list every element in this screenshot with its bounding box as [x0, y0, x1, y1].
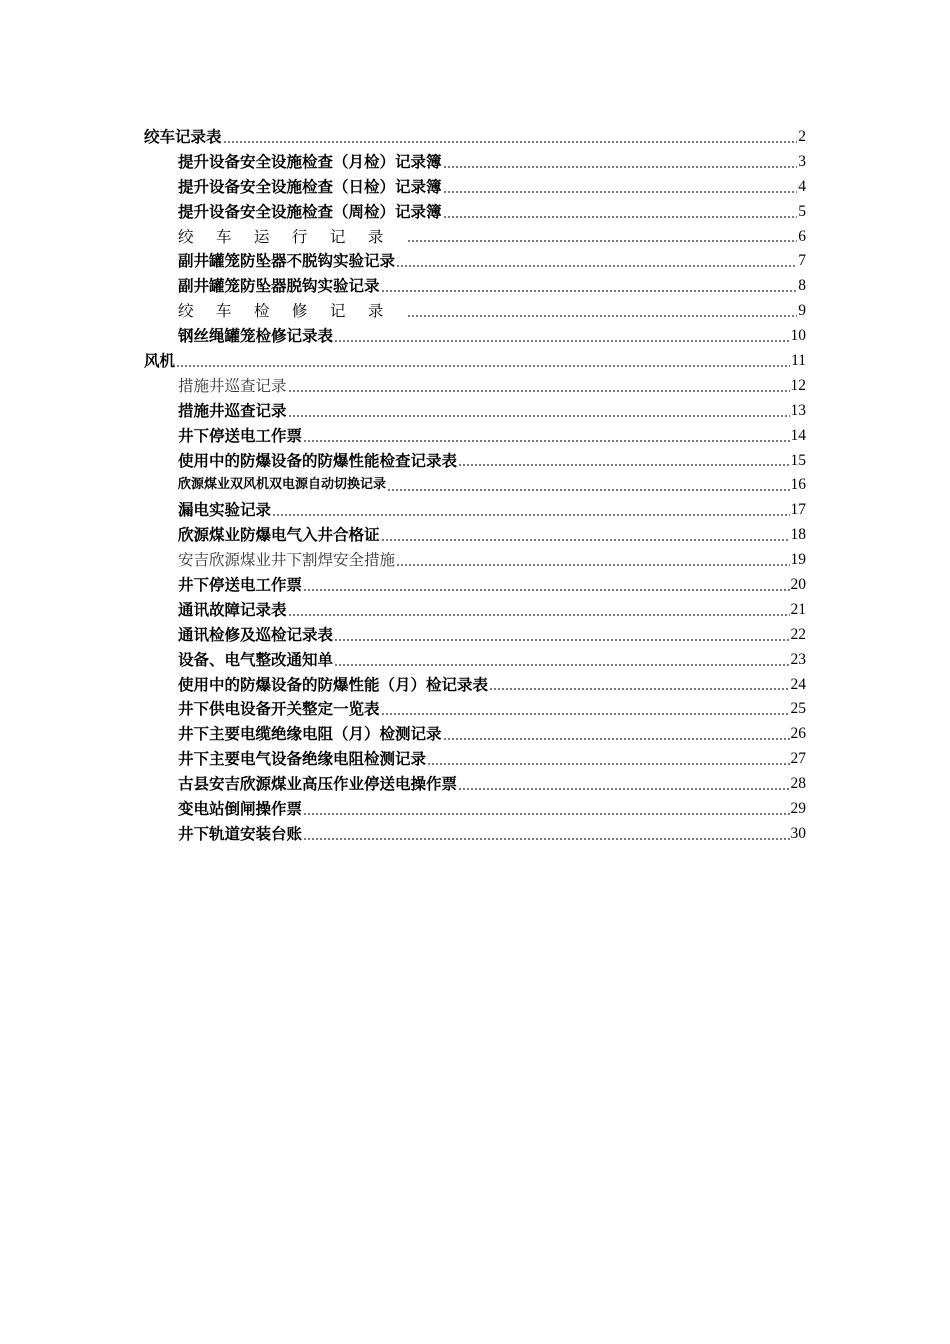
toc-entry-title: 绞车运行记录 [178, 227, 406, 246]
toc-entry[interactable] [144, 299, 806, 324]
toc-dot-leader [381, 706, 790, 716]
toc-entry-title: 措施井巡查记录 [178, 376, 287, 395]
toc-dot-leader [272, 507, 789, 517]
toc-entry-title: 措施井巡查记录 [178, 400, 287, 420]
toc-entry-title: 井下主要电缆绝缘电阻（月）检测记录 [178, 724, 442, 744]
toc-entry-title: 井下停送电工作票 [178, 575, 303, 595]
toc-entry-page-number: 16 [790, 476, 806, 494]
toc-entry-page-number: 15 [790, 451, 806, 469]
toc-entry[interactable] [144, 523, 806, 548]
toc-entry-title: 提升设备安全设施检查（日检）记录簿 [178, 176, 442, 196]
toc-dot-leader [288, 383, 790, 393]
toc-entry-page-number: 2 [798, 127, 806, 145]
toc-entry[interactable] [144, 175, 806, 200]
toc-dot-leader [443, 731, 790, 741]
toc-entry[interactable] [144, 697, 806, 722]
toc-entry-title: 欣源煤业防爆电气入井合格证 [178, 525, 380, 545]
toc-dot-leader [489, 681, 789, 691]
toc-dot-leader [303, 806, 789, 816]
toc-entry-title: 使用中的防爆设备的防爆性能检查记录表 [178, 450, 458, 470]
toc-entry[interactable] [144, 150, 806, 175]
toc-entry-page-number: 13 [790, 401, 806, 419]
toc-entry[interactable] [144, 722, 806, 747]
toc-entry[interactable] [144, 249, 806, 274]
toc-dot-leader [381, 532, 790, 542]
toc-entry-page-number: 5 [798, 202, 806, 220]
toc-entry-title: 通讯检修及巡检记录表 [178, 624, 334, 644]
toc-dot-leader [396, 557, 789, 567]
toc-dot-leader [443, 184, 798, 194]
toc-entry[interactable] [144, 797, 806, 822]
toc-entry-page-number: 26 [790, 725, 806, 743]
toc-entry-title: 井下轨道安装台账 [178, 823, 303, 843]
toc-entry[interactable] [144, 573, 806, 598]
toc-entry-title: 设备、电气整改通知单 [178, 649, 334, 669]
toc-dot-leader [387, 482, 789, 492]
toc-entry-page-number: 9 [798, 302, 806, 320]
toc-entry-page-number: 25 [790, 700, 806, 718]
toc-entry-page-number: 3 [798, 152, 806, 170]
toc-entry[interactable] [144, 623, 806, 648]
toc-entry-page-number: 24 [790, 675, 806, 693]
toc-dot-leader [176, 358, 790, 368]
toc-dot-leader [458, 457, 789, 467]
toc-entry-title: 钢丝绳罐笼检修记录表 [178, 326, 334, 346]
toc-dot-leader [396, 258, 797, 268]
toc-dot-leader [334, 333, 789, 343]
toc-entry-page-number: 7 [798, 252, 806, 270]
toc-dot-leader [458, 781, 789, 791]
toc-entry[interactable] [144, 648, 806, 673]
toc-entry-title: 安吉欣源煤业井下割焊安全措施 [178, 551, 396, 570]
toc-dot-leader [407, 308, 797, 318]
toc-dot-leader [427, 756, 789, 766]
toc-dot-leader [407, 233, 797, 243]
toc-entry[interactable] [144, 324, 806, 349]
toc-dot-leader [223, 134, 798, 144]
toc-entry-title: 通讯故障记录表 [178, 599, 287, 619]
toc-entry[interactable] [144, 200, 806, 225]
toc-dot-leader [381, 283, 798, 293]
toc-entry-page-number: 22 [790, 625, 806, 643]
toc-entry[interactable] [144, 548, 806, 573]
toc-dot-leader [303, 433, 789, 443]
toc-entry-title: 绞车检修记录 [178, 302, 406, 321]
toc-entry[interactable] [144, 598, 806, 623]
toc-entry-page-number: 11 [791, 352, 806, 369]
toc-dot-leader [303, 831, 789, 841]
toc-entry-title: 绞车记录表 [144, 126, 222, 146]
toc-entry-title: 欣源煤业双风机双电源自动切换记录 [178, 477, 387, 493]
toc-entry-title: 提升设备安全设施检查（周检）记录簿 [178, 201, 442, 221]
toc-entry[interactable] [144, 673, 806, 698]
toc-entry-title: 井下停送电工作票 [178, 425, 303, 445]
toc-entry-page-number: 10 [790, 327, 806, 345]
toc-entry[interactable] [144, 473, 806, 498]
toc-entry[interactable] [144, 274, 806, 299]
toc-entry[interactable] [144, 772, 806, 797]
toc-entry-title: 使用中的防爆设备的防爆性能（月）检记录表 [178, 674, 489, 694]
table-of-contents [144, 125, 806, 847]
toc-entry-title: 副井罐笼防坠器脱钩实验记录 [178, 276, 380, 296]
toc-entry-page-number: 28 [790, 775, 806, 793]
toc-entry-page-number: 8 [798, 277, 806, 295]
toc-entry[interactable] [144, 498, 806, 523]
toc-entry-page-number: 18 [790, 526, 806, 544]
toc-entry-page-number: 21 [790, 600, 806, 618]
toc-entry-title: 古县安吉欣源煤业高压作业停送电操作票 [178, 774, 458, 794]
toc-entry[interactable] [144, 449, 806, 474]
toc-entry[interactable] [144, 374, 806, 399]
toc-entry-title: 井下供电设备开关整定一览表 [178, 699, 380, 719]
toc-entry-page-number: 17 [790, 501, 806, 519]
toc-entry-page-number: 20 [790, 576, 806, 594]
toc-dot-leader [288, 607, 790, 617]
toc-entry-title: 井下主要电气设备绝缘电阻检测记录 [178, 749, 427, 769]
toc-entry-page-number: 12 [790, 376, 806, 394]
toc-entry-page-number: 23 [790, 650, 806, 668]
toc-entry-page-number: 14 [790, 426, 806, 444]
toc-entry[interactable] [144, 747, 806, 772]
toc-entry-title: 提升设备安全设施检查（月检）记录簿 [178, 151, 442, 171]
toc-dot-leader [334, 632, 789, 642]
toc-entry-page-number: 4 [798, 177, 806, 195]
toc-entry-title: 副井罐笼防坠器不脱钩实验记录 [178, 251, 396, 271]
toc-entry-title: 变电站倒闸操作票 [178, 799, 303, 819]
toc-entry-page-number: 6 [798, 227, 806, 245]
toc-dot-leader [303, 582, 789, 592]
toc-dot-leader [288, 408, 790, 418]
toc-dot-leader [334, 657, 789, 667]
toc-entry[interactable] [144, 349, 806, 374]
toc-dot-leader [443, 159, 798, 169]
toc-entry-title: 风机 [144, 351, 176, 370]
toc-entry-page-number: 19 [790, 551, 806, 569]
toc-entry[interactable] [144, 399, 806, 424]
toc-entry-page-number: 29 [790, 800, 806, 818]
toc-entry[interactable] [144, 822, 806, 847]
toc-entry-page-number: 27 [790, 750, 806, 768]
toc-entry[interactable] [144, 225, 806, 250]
toc-entry-page-number: 30 [790, 824, 806, 842]
toc-dot-leader [443, 209, 798, 219]
toc-entry[interactable] [144, 424, 806, 449]
toc-entry-title: 漏电实验记录 [178, 500, 272, 520]
toc-entry[interactable] [144, 125, 806, 150]
